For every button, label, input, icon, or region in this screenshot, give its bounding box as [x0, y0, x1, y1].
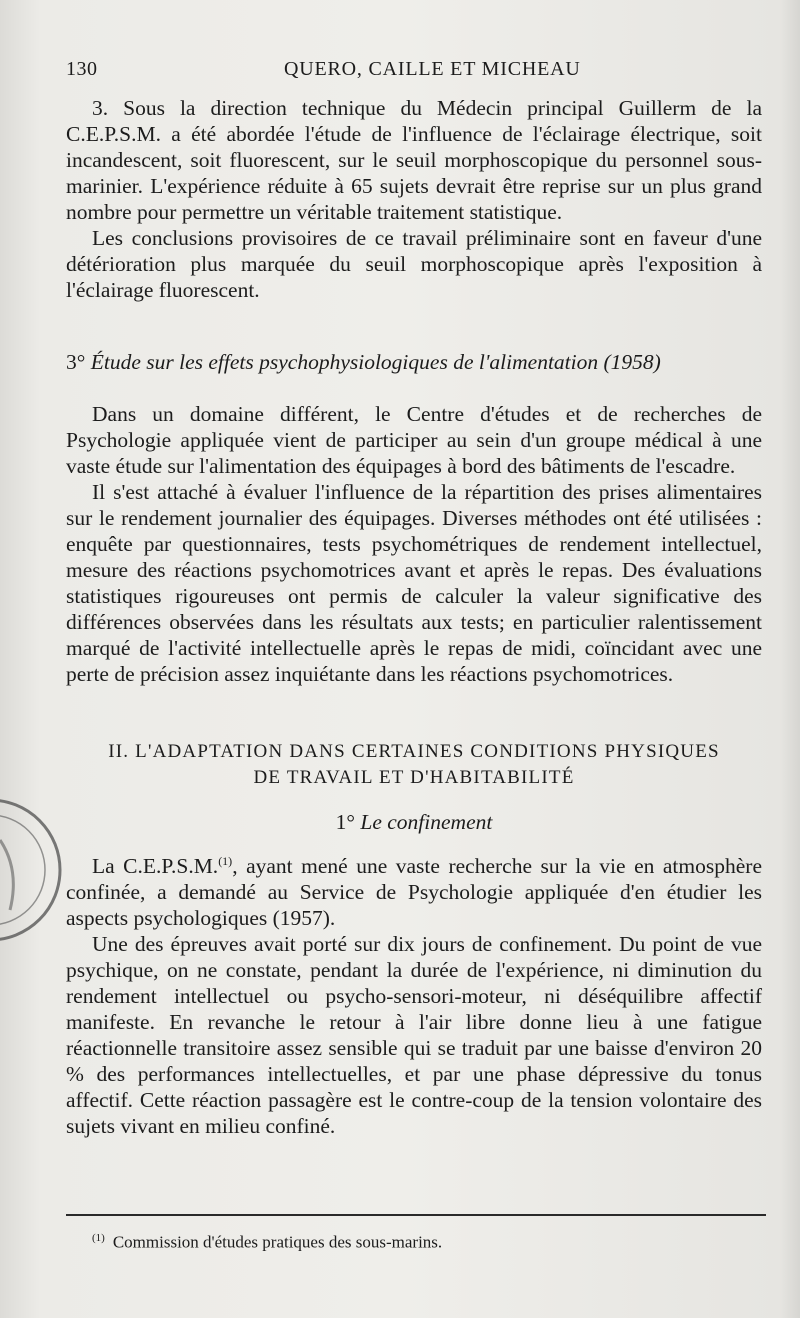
- paragraph: [66, 853, 762, 931]
- library-stamp-icon: [0, 770, 70, 970]
- section-title: Étude sur les effets psychophysiologiques de l'alimentation: [90, 350, 599, 374]
- footnote-marker: (1): [92, 1232, 105, 1244]
- subsection-number: 1°: [335, 810, 356, 834]
- section-number: 3°: [66, 350, 86, 374]
- section-heading: [66, 349, 762, 375]
- paragraph-text: , ayant mené une vaste recherche sur la vie en atmosphère confinée, a demandé au Service de Psychologie appliquée d'en étudier les aspects psychologiques (1957).: [66, 854, 762, 930]
- paragraph: Les conclusions provisoires de ce travail préliminaire sont en faveur d'une détérioration plus marquée du seuil morphoscopique après l'exposition à l'éclairage fluorescent.: [66, 226, 762, 302]
- paragraph: Il s'est attaché à évaluer l'influence de la répartition des prises alimentaires sur le rendement journalier des équipages. Diverses méthodes ont été utilisées : enquête par questionnaires, tests psychométriques de rendement intellectuel, mesure des réactions psychomotrices avant et après le repas. Des évaluations statistiques rigoureuses ont permis de calculer la valeur significative des différences observées dans les résultats aux tests; en particulier ralentissement marqué de l'activité intellectuelle après le repas de midi, coïncidant avec une perte de précision assez inquiétante dans les réactions psychomotrices.: [66, 480, 762, 686]
- footnote-divider: [66, 1214, 766, 1216]
- subsection-title: Le confinement: [360, 810, 493, 834]
- chapter-heading-line2: DE TRAVAIL ET D'HABITABILITÉ: [253, 767, 575, 788]
- footnote-text: Commission d'études pratiques des sous-marins.: [112, 1232, 443, 1252]
- paragraph-text: La C.E.P.S.M.: [92, 854, 219, 878]
- paragraph: Une des épreuves avait porté sur dix jours de confinement. Du point de vue psychique, on ne constate, pendant la durée de l'expérience, ni diminution du rendement intellectuel ou psycho-sensori-moteur, ni déséquilibre affectif manifeste. En revanche le retour à l'air libre donne lieu à une fatigue réactionnelle transitoire assez sensible qui se traduit par une baisse d'environ 20 % des performances intellectuelles, et par une phase dépressive du tonus affectif. Cette réaction passagère est le contre-coup de la tension volontaire des sujets vivant en milieu confiné.: [66, 932, 762, 1138]
- page-header: [66, 58, 760, 88]
- subsection-heading: [66, 809, 762, 835]
- chapter-heading-line1: II. L'ADAPTATION DANS CERTAINES CONDITIONS PHYSIQUES: [108, 741, 720, 762]
- section-year: (1958): [603, 350, 661, 374]
- paragraph: Dans un domaine différent, le Centre d'études et de recherches de Psychologie appliquée vient de participer au sein d'un groupe médical à une vaste étude sur l'alimentation des équipages à bord des bâtiments de l'escadre.: [66, 402, 762, 478]
- running-title: QUERO, CAILLE ET MICHEAU: [284, 58, 581, 80]
- paragraph: 3. Sous la direction technique du Médecin principal Guillerm de la C.E.P.S.M. a été abordée l'étude de l'influence de l'éclairage électrique, soit incandescent, soit fluorescent, sur le seuil morphoscopique du personnel sous-marinier. L'expérience réduite à 65 sujets devrait être reprise sur un plus grand nombre pour permettre un véritable traitement statistique.: [66, 96, 762, 224]
- page-number: 130: [66, 58, 98, 80]
- footnote: [92, 1232, 442, 1253]
- page-body: [66, 95, 762, 1139]
- footnote-reference: (1): [218, 853, 233, 868]
